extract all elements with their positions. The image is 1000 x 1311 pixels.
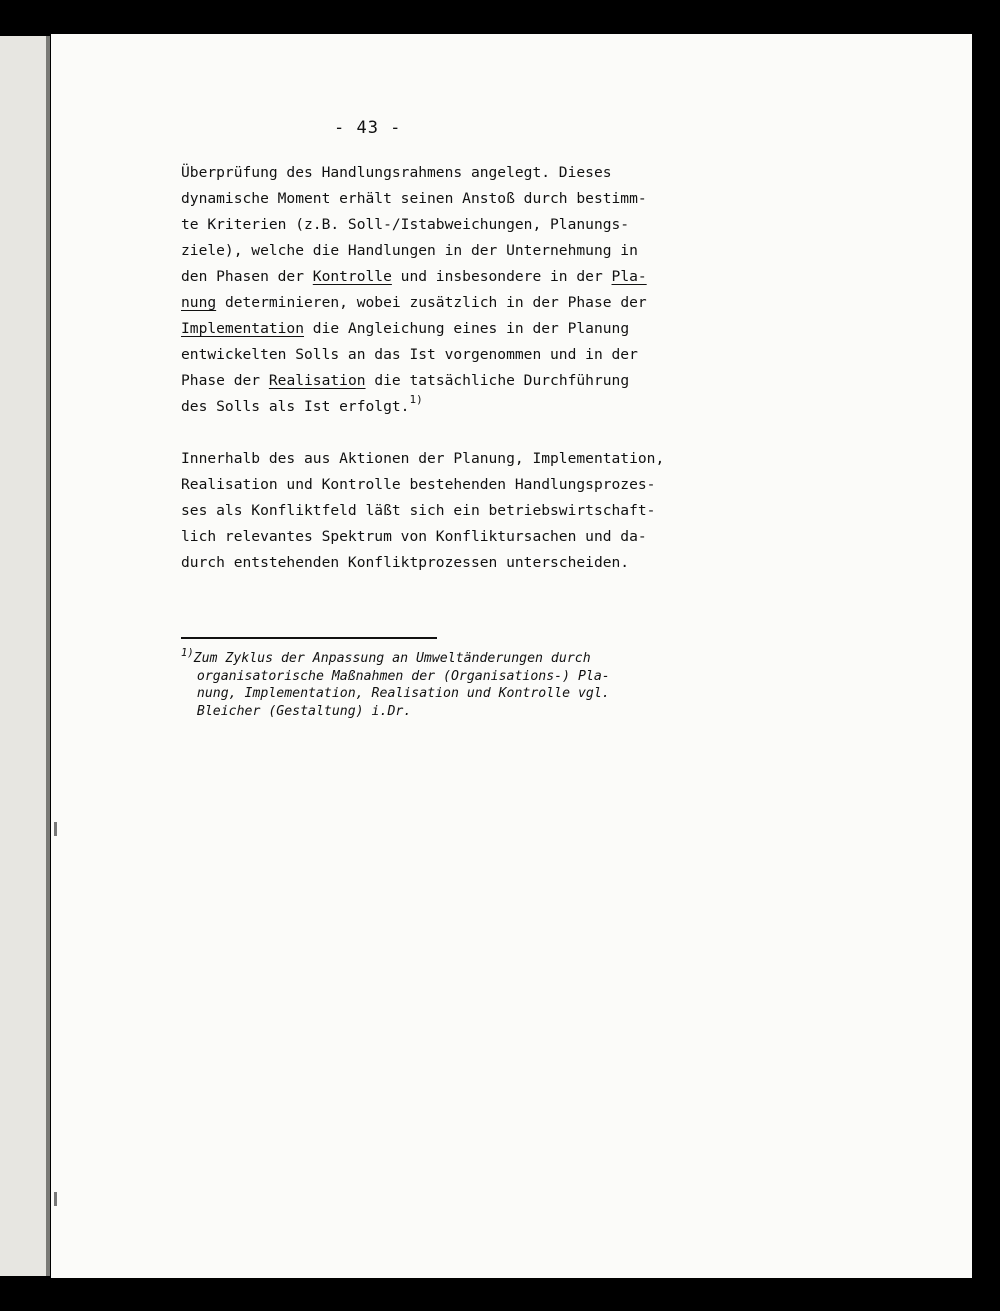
page-number: - 43 - xyxy=(334,118,402,138)
text-line: die Angleichung eines in der Planung xyxy=(304,320,630,337)
footnote-line: nung, Implementation, Realisation und Kontrolle vgl. xyxy=(196,686,610,701)
text-line: Überprüfung des Handlungsrahmens angelegt. Dieses xyxy=(181,164,612,181)
text-line: dynamische Moment erhält seinen Anstoß durch bestimm- xyxy=(181,190,647,207)
text-line: lich relevantes Spektrum von Konfliktursachen und da- xyxy=(181,528,647,545)
footnote-line: Zum Zyklus der Anpassung an Umweltänderungen durch xyxy=(193,651,591,666)
text-line: durch entstehenden Konfliktprozessen unterscheiden. xyxy=(181,554,630,571)
adjacent-page-edge xyxy=(0,36,48,1276)
text-line: determinieren, wobei zusätzlich in der Phase der xyxy=(216,294,647,311)
underlined-term-planung-part2: nung xyxy=(181,294,217,311)
footnote-separator xyxy=(181,637,437,639)
text-line: die tatsächliche Durchführung xyxy=(365,372,630,389)
text-line: Innerhalb des aus Aktionen der Planung, Implementation, xyxy=(181,450,665,467)
text-line: und insbesondere in der xyxy=(391,268,612,285)
underlined-term-implementation: Implementation xyxy=(181,320,305,337)
footnote-reference[interactable]: 1) xyxy=(409,393,423,406)
paragraph-1 xyxy=(181,160,781,420)
footnote xyxy=(181,647,781,720)
text-line: ziele), welche die Handlungen in der Unternehmung in xyxy=(181,242,638,259)
underlined-term-kontrolle: Kontrolle xyxy=(312,268,392,285)
binding-mark xyxy=(54,822,57,836)
text-line: Phase der xyxy=(181,372,269,389)
footnote-line: organisatorische Maßnahmen der (Organisations-) Pla- xyxy=(196,668,610,684)
text-line: den Phasen der xyxy=(181,268,313,285)
text-line: entwickelten Solls an das Ist vorgenommen und in der xyxy=(181,346,638,363)
page-gutter-shadow xyxy=(46,36,50,1276)
footnote-mark: 1) xyxy=(181,647,194,659)
text-line: te Kriterien (z.B. Soll-/Istabweichungen, Planungs- xyxy=(181,216,630,233)
footnote-line: Bleicher (Gestaltung) i.Dr. xyxy=(196,703,412,719)
underlined-term-planung-part1: Pla- xyxy=(611,268,647,285)
text-line: des Solls als Ist erfolgt. xyxy=(181,398,410,415)
paragraph-2 xyxy=(181,446,781,576)
underlined-term-realisation: Realisation xyxy=(268,372,366,389)
text-line: ses als Konfliktfeld läßt sich ein betriebswirtschaft- xyxy=(181,502,656,519)
text-line: Realisation und Kontrolle bestehenden Handlungsprozes- xyxy=(181,476,656,493)
binding-mark xyxy=(54,1192,57,1206)
